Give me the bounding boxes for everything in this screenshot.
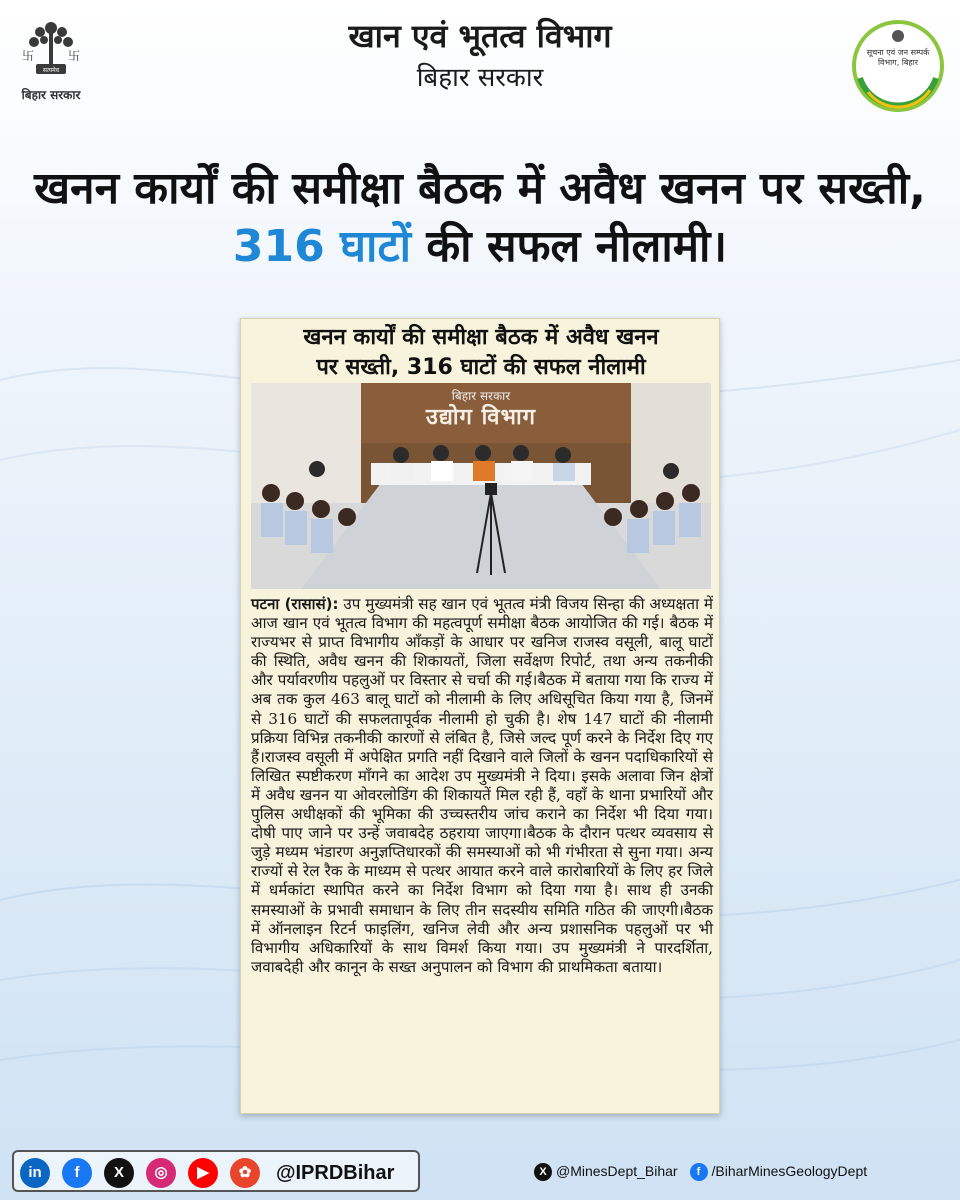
clipping-headline-line-2: पर सख्ती, 316 घाटों की सफल नीलामी [316,355,646,380]
facebook-icon[interactable]: f [62,1158,92,1188]
svg-text:卐: 卐 [22,49,35,63]
x-icon[interactable]: X [104,1158,134,1188]
headline-line-1: खनन कार्यों की समीक्षा बैठक में अवैध खनन पर सख्ती, [34,163,926,214]
meeting-photo [251,383,711,589]
iprd-logo-text: सूचना एवं जन सम्पर्क विभाग, बिहार [866,48,930,67]
clipping-headline [249,323,713,383]
footer [0,1146,960,1200]
headline-highlight: 316 घाटों [232,221,412,272]
instagram-icon[interactable]: ◎ [146,1158,176,1188]
svg-text:卐: 卐 [68,49,81,63]
iprd-handle[interactable]: @IPRDBihar [276,1162,395,1184]
emblem-label: बिहार सरकार [21,88,81,102]
department-title: खान एवं भूतत्व विभाग [348,17,612,55]
article-text: उप मुख्यमंत्री सह खान एवं भूतत्व मंत्री विजय सिन्हा की अध्यक्षता में आज खान एवं भूतत्व विभाग की महत्वपूर्ण समीक्षा बैठक आयोजित की गई। बैठक में राज्यभर से प्राप्त विभागीय आँकड़ों के आधार पर खनिज राजस्व वसूली, बालू घाटों की स्थिति, अवैध खनन की शिकायतों, जिला सर्वेक्षण रिपोर्ट, तथा अन्य तकनीकी और पर्यावरणीय पहलुओं पर विस्तार से चर्चा की गई।बैठक में बताया गया कि राज्य में अब तक कुल 463 बालू घाटों को नीलामी के लिए अधिसूचित किया गया है, जिनमें से 316 घाटों की सफलतापूर्वक नीलामी हो चुकी है। शेष 147 घाटों की नीलामी प्रक्रिया विभिन्न तकनीकी कारणों से लंबित है, जिसे जल्द पूर्ण करने के निर्देश दिए गए हैं।राजस्व वसूली में अपेक्षित प्रगति नहीं दिखाने वाले जिलों के खनन पदाधिकारियों से लिखित स्पष्टीकरण माँगने का आदेश उप मुख्यमंत्री ने दिया। इसके अलावा जिन क्षेत्रों में अवैध खनन या ओवरलोडिंग की शिकायतें मिल रही हैं, वहाँ के थाना प्रभारियों और पुलिस अधीक्षकों की भूमिका की उच्चस्तरीय जांच कराने का निर्देश भी दिया गया। दोषी पाए जाने पर उन्हें जवाबदेह ठहराया जाएगा।बैठक के दौरान पत्थर व्यवसाय से जुड़े मध्यम भंडारण अनुज्ञप्तिधारकों की समस्याओं को भी गंभीरता से सुना गया। अन्य राज्यों से रेल रैक के माध्यम से पत्थर आयात करने वाले कारोबारियों के लिए हर जिले में धर्मकांटा स्थापित करने का निर्देश विभाग को दिया गया है। साथ ही उनकी समस्याओं के प्रभावी समाधान के लिए तीन सदस्यीय समिति गठित की जाएगी।बैठक में ऑनलाइन रिटर्न फाइलिंग, खनिज लेवी और अन्य प्रशासनिक पहलुओं पर भी विभागीय अधिकारियों के साथ विमर्श किया गया। उप मुख्यमंत्री ने पारदर्शिता, जवाबदेही और कानून के सख्त अनुपालन को विभाग की प्राथमिकता बताया। [251,595,713,976]
linkedin-icon[interactable]: in [20,1158,50,1188]
youtube-icon[interactable]: ▶ [188,1158,218,1188]
svg-text:सत्यमेव: सत्यमेव [42,67,60,74]
facebook-small-icon: f [690,1163,708,1181]
header [0,0,960,110]
headline-line-2-rest: की सफल नीलामी। [411,221,728,272]
photo-sign-small: बिहार सरकार [451,389,511,403]
newspaper-clipping [240,318,720,1114]
social-media-bar [12,1150,420,1192]
x-small-icon: X [534,1163,552,1181]
facebook-handle[interactable]: /BiharMinesGeologyDept [711,1163,868,1179]
article-dateline: पटना (रासासं): [251,595,339,613]
article-body [251,595,713,977]
x-handle[interactable]: @MinesDept_Bihar [556,1163,678,1179]
department-social-links [534,1156,867,1186]
headline-line-2 [0,218,960,276]
department-subtitle: बिहार सरकार [416,63,544,93]
koo-icon[interactable]: ✿ [230,1158,260,1188]
photo-sign-department: उद्योग विभाग [425,405,537,430]
clipping-headline-line-1: खनन कार्यों की समीक्षा बैठक में अवैध खनन [303,325,659,350]
